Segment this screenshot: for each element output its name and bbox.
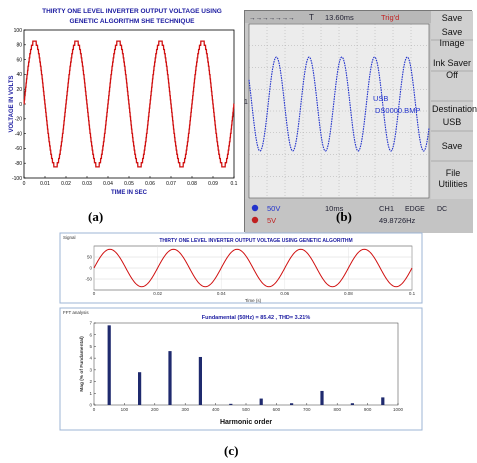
panel-c-figure	[60, 233, 424, 433]
signal-xtick-label: 0.1	[408, 291, 416, 296]
scope-time-readout: 13.60ms	[325, 13, 354, 22]
menu-save-title: Save	[441, 13, 463, 23]
panel-a-ytick-label: -60	[14, 146, 22, 153]
fft-bar	[138, 372, 141, 405]
menu-file-utilities-button[interactable]: File Utilities	[438, 168, 468, 189]
fft-bar	[351, 403, 354, 405]
fft-xtick-label: 500	[242, 407, 250, 412]
fft-xtick-label: 400	[211, 407, 220, 412]
panel-a-ytick-label: 80	[16, 42, 22, 49]
fft-bar	[199, 357, 202, 405]
fft-ytick-label: 4	[89, 355, 92, 361]
fft-xtick-label: 700	[303, 407, 311, 412]
fft-bar	[168, 351, 171, 405]
scope-trigger-edge: EDGE	[405, 206, 425, 213]
fft-xtick-label: 600	[272, 407, 281, 412]
panel-a-ytick-label: 100	[13, 27, 22, 34]
fft-xtick-label: 0	[92, 407, 96, 412]
signal-ytick-label: 0	[89, 265, 92, 271]
signal-xtick-label: 0.02	[153, 291, 162, 296]
panel-a-title-line1: THIRTY ONE LEVEL INVERTER OUTPUT VOLTAGE USING	[42, 8, 222, 15]
panel-a-title-line2: GENETIC ALGORITHM SHE TECHNIQUE	[69, 18, 195, 25]
panel-a-xtick-label: 0.04	[103, 181, 113, 187]
scope-trig-status: Trig'd	[381, 13, 400, 22]
signal-xtick-label: 0	[92, 291, 96, 296]
fft-bar	[229, 404, 232, 405]
menu-ink-saver-value[interactable]: Off	[446, 70, 458, 80]
signal-xtick-label: 0.06	[280, 291, 290, 296]
scope-timebase: 10ms	[325, 204, 344, 213]
fft-ytick-label: 6	[89, 332, 92, 338]
panel-a-ytick-label: 0	[19, 101, 22, 108]
signal-box-label: Signal	[63, 235, 76, 240]
panel-a-xtick-label: 0.01	[40, 181, 50, 187]
panel-a-xtick-label: 0.03	[82, 181, 92, 187]
fft-bar	[381, 397, 384, 405]
scope-trigger-source: CH1	[379, 204, 395, 213]
menu-destination-label: Destination	[432, 104, 477, 114]
fft-xtick-label: 900	[363, 407, 372, 412]
fft-ytick-label: 7	[89, 320, 92, 326]
fft-xtick-label: 100	[120, 407, 129, 412]
fft-bar	[108, 325, 111, 405]
panel-a-ytick-label: -100	[11, 175, 22, 182]
panel-a-ytick-label: 40	[16, 72, 22, 79]
panel-a-ytick-label: 20	[16, 87, 22, 93]
panel-a-xtick-label: 0.02	[61, 181, 71, 187]
signal-title: THIRTY ONE LEVEL INVERTER OUTPUT VOLTAGE USING GENETIC ALGORITHM	[159, 238, 353, 244]
signal-ytick-label: -50	[85, 276, 92, 282]
scope-ch2-scale: 5V	[267, 216, 277, 225]
panel-a-chart	[4, 4, 240, 209]
fft-bar	[260, 399, 263, 405]
scope-coupling: DC	[437, 206, 448, 213]
fft-bar	[320, 391, 323, 405]
oscilloscope-screen	[244, 10, 477, 232]
panel-a-ytick-label: -20	[14, 116, 22, 123]
scope-status: →→→→→→→	[249, 15, 295, 22]
fft-ytick-label: 3	[89, 367, 92, 373]
caption-c: (c)	[224, 443, 239, 458]
fft-xtick-label: 800	[333, 407, 341, 412]
menu-destination-value[interactable]: USB	[442, 117, 462, 127]
caption-b: (b)	[336, 209, 352, 224]
fft-xlabel: Harmonic order	[219, 419, 273, 426]
panel-a-ytick-label: 60	[16, 57, 22, 64]
panel-a-xtick-label: 0.06	[145, 181, 155, 187]
fft-title: Fundamental (50Hz) = 85.42 , THD= 3.21%	[201, 315, 311, 321]
panel-a-xtick-label: 0	[22, 181, 26, 187]
scope-ch1-marker: 1	[244, 99, 248, 106]
fft-ytick-label: 2	[89, 379, 92, 385]
panel-a-xtick-label: 0.1	[230, 181, 238, 187]
scope-ch1-scale: 50V	[267, 204, 281, 213]
menu-ink-saver-label: Ink Saver	[432, 58, 472, 68]
panel-a-ytick-label: -40	[14, 131, 22, 138]
scope-frequency: 49.8726Hz	[379, 216, 416, 225]
fft-xtick-label: 300	[181, 407, 189, 412]
panel-a-xtick-label: 0.09	[208, 181, 218, 187]
panel-a-xtick-label: 0.08	[187, 181, 197, 187]
panel-a-xlabel: TIME IN SEC	[110, 190, 148, 196]
fft-ytick-label: 5	[89, 344, 92, 350]
panel-a-xtick-label: 0.07	[166, 181, 176, 187]
fft-ylabel: Mag (% of Fundamental)	[80, 336, 85, 392]
fft-xtick-label: 1000	[392, 407, 404, 412]
panel-a-ylabel: VOLTAGE IN VOLTS	[9, 75, 15, 133]
signal-xtick-label: 0.04	[216, 291, 226, 296]
scope-t-marker: T	[309, 13, 314, 22]
fft-ytick-label: 1	[89, 390, 92, 396]
caption-a: (a)	[88, 209, 104, 224]
signal-xlabel: Time (s)	[244, 298, 262, 303]
fft-ytick-label: 0	[89, 402, 92, 408]
scope-usb-label: USB	[373, 94, 389, 103]
fft-bar	[290, 403, 293, 405]
panel-a-xtick-label: 0.05	[124, 181, 134, 187]
menu-save-button[interactable]: Save	[441, 141, 463, 151]
signal-ytick-label: 50	[86, 254, 92, 260]
fft-box-label: FFT analysis	[63, 310, 89, 315]
scope-file-label: DS0000.BMP	[375, 106, 421, 115]
fft-xtick-label: 200	[151, 407, 159, 412]
signal-xtick-label: 0.08	[344, 291, 353, 296]
panel-a-ytick-label: -80	[14, 161, 22, 167]
menu-save-image-button[interactable]: Save Image	[439, 27, 465, 48]
